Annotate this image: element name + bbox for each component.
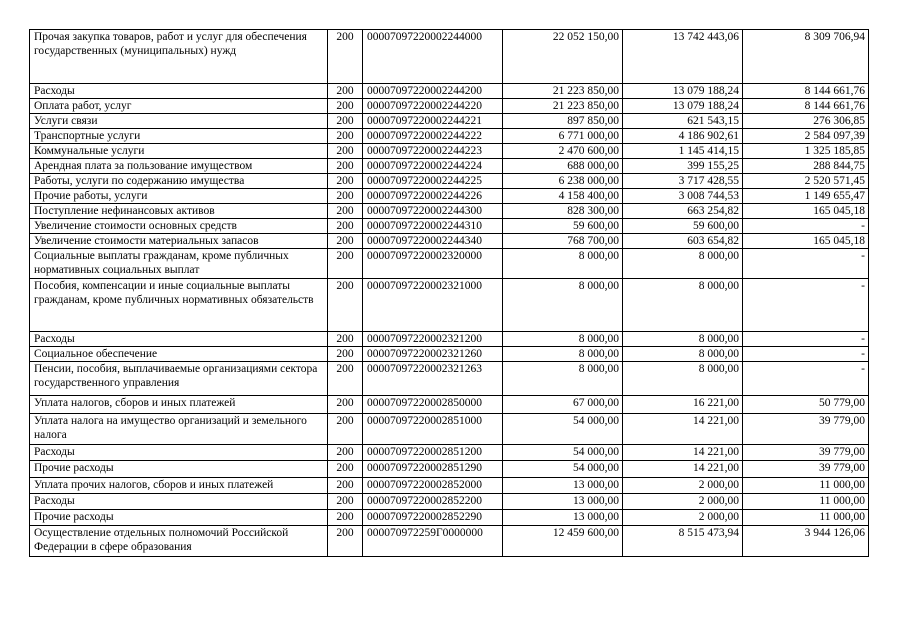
- row-unexecuted: 8 144 661,76: [743, 99, 869, 114]
- row-name: Работы, услуги по содержанию имущества: [30, 174, 328, 189]
- table-row: [30, 129, 869, 144]
- row-approved: 54 000,00: [503, 461, 623, 478]
- row-kbk: 00007097220002244224: [363, 159, 503, 174]
- row-executed: 8 000,00: [623, 332, 743, 347]
- row-approved: 21 223 850,00: [503, 84, 623, 99]
- row-kbk: 00007097220002244221: [363, 114, 503, 129]
- row-name: Прочие расходы: [30, 510, 328, 526]
- row-unexecuted: 8 309 706,94: [743, 30, 869, 84]
- row-executed: 4 186 902,61: [623, 129, 743, 144]
- row-code: 200: [328, 129, 363, 144]
- row-approved: 6 771 000,00: [503, 129, 623, 144]
- row-code: 200: [328, 114, 363, 129]
- row-code: 200: [328, 347, 363, 362]
- table-row: [30, 249, 869, 279]
- row-code: 200: [328, 362, 363, 396]
- table-row: [30, 219, 869, 234]
- row-executed: 2 000,00: [623, 494, 743, 510]
- row-kbk: 00007097220002244310: [363, 219, 503, 234]
- expense-table: [29, 29, 869, 557]
- row-unexecuted: 288 844,75: [743, 159, 869, 174]
- row-kbk: 00007097220002244340: [363, 234, 503, 249]
- row-code: 200: [328, 396, 363, 414]
- row-name: Прочие работы, услуги: [30, 189, 328, 204]
- row-name: Прочие расходы: [30, 461, 328, 478]
- row-approved: 8 000,00: [503, 347, 623, 362]
- row-unexecuted: -: [743, 279, 869, 332]
- table-row: [30, 174, 869, 189]
- row-code: 200: [328, 494, 363, 510]
- row-unexecuted: 11 000,00: [743, 510, 869, 526]
- row-name: Уплата налога на имущество организаций и земельного налога: [30, 414, 328, 445]
- row-unexecuted: 165 045,18: [743, 234, 869, 249]
- row-executed: 59 600,00: [623, 219, 743, 234]
- table-row: [30, 204, 869, 219]
- row-unexecuted: -: [743, 362, 869, 396]
- row-executed: 8 000,00: [623, 362, 743, 396]
- row-name: Расходы: [30, 84, 328, 99]
- table-row: [30, 114, 869, 129]
- table-row: [30, 332, 869, 347]
- row-approved: 8 000,00: [503, 249, 623, 279]
- row-code: 200: [328, 414, 363, 445]
- row-code: 200: [328, 526, 363, 557]
- table-row: [30, 347, 869, 362]
- row-executed: 2 000,00: [623, 478, 743, 494]
- row-kbk: 00007097220002244225: [363, 174, 503, 189]
- row-kbk: 00007097220002852200: [363, 494, 503, 510]
- row-executed: 13 079 188,24: [623, 84, 743, 99]
- row-executed: 13 079 188,24: [623, 99, 743, 114]
- table-row: [30, 510, 869, 526]
- row-unexecuted: 1 149 655,47: [743, 189, 869, 204]
- row-unexecuted: 1 325 185,85: [743, 144, 869, 159]
- row-kbk: 00007097220002321260: [363, 347, 503, 362]
- row-approved: 22 052 150,00: [503, 30, 623, 84]
- row-unexecuted: 165 045,18: [743, 204, 869, 219]
- row-unexecuted: -: [743, 332, 869, 347]
- row-approved: 13 000,00: [503, 478, 623, 494]
- table-row: [30, 30, 869, 84]
- row-code: 200: [328, 30, 363, 84]
- row-name: Услуги связи: [30, 114, 328, 129]
- row-kbk: 00007097220002851200: [363, 445, 503, 461]
- row-executed: 399 155,25: [623, 159, 743, 174]
- row-kbk: 00007097220002321000: [363, 279, 503, 332]
- row-kbk: 000070972259Г0000000: [363, 526, 503, 557]
- row-unexecuted: -: [743, 347, 869, 362]
- row-name: Арендная плата за пользование имуществом: [30, 159, 328, 174]
- table-row: [30, 396, 869, 414]
- row-kbk: 00007097220002851290: [363, 461, 503, 478]
- table-row: [30, 159, 869, 174]
- row-executed: 8 000,00: [623, 347, 743, 362]
- row-approved: 67 000,00: [503, 396, 623, 414]
- row-executed: 13 742 443,06: [623, 30, 743, 84]
- row-approved: 59 600,00: [503, 219, 623, 234]
- row-code: 200: [328, 144, 363, 159]
- row-executed: 2 000,00: [623, 510, 743, 526]
- row-kbk: 00007097220002852000: [363, 478, 503, 494]
- row-code: 200: [328, 279, 363, 332]
- row-name: Уплата налогов, сборов и иных платежей: [30, 396, 328, 414]
- row-executed: 603 654,82: [623, 234, 743, 249]
- row-code: 200: [328, 234, 363, 249]
- row-name: Расходы: [30, 332, 328, 347]
- row-name: Расходы: [30, 445, 328, 461]
- row-kbk: 00007097220002244226: [363, 189, 503, 204]
- row-kbk: 00007097220002320000: [363, 249, 503, 279]
- table-row: [30, 362, 869, 396]
- row-approved: 13 000,00: [503, 510, 623, 526]
- table-row: [30, 461, 869, 478]
- table-row: [30, 279, 869, 332]
- row-name: Транспортные услуги: [30, 129, 328, 144]
- row-kbk: 00007097220002244200: [363, 84, 503, 99]
- row-name: Увеличение стоимости материальных запасов: [30, 234, 328, 249]
- row-approved: 768 700,00: [503, 234, 623, 249]
- row-executed: 14 221,00: [623, 414, 743, 445]
- row-unexecuted: -: [743, 249, 869, 279]
- row-executed: 1 145 414,15: [623, 144, 743, 159]
- row-code: 200: [328, 189, 363, 204]
- row-unexecuted: 276 306,85: [743, 114, 869, 129]
- row-approved: 2 470 600,00: [503, 144, 623, 159]
- row-name: Осуществление отдельных полномочий Российской Федерации в сфере образования: [30, 526, 328, 557]
- row-unexecuted: 39 779,00: [743, 461, 869, 478]
- row-code: 200: [328, 445, 363, 461]
- row-name: Коммунальные услуги: [30, 144, 328, 159]
- row-kbk: 00007097220002321263: [363, 362, 503, 396]
- row-approved: 54 000,00: [503, 445, 623, 461]
- row-approved: 688 000,00: [503, 159, 623, 174]
- row-unexecuted: 39 779,00: [743, 445, 869, 461]
- row-kbk: 00007097220002852290: [363, 510, 503, 526]
- row-name: Социальное обеспечение: [30, 347, 328, 362]
- row-code: 200: [328, 204, 363, 219]
- row-unexecuted: 8 144 661,76: [743, 84, 869, 99]
- row-executed: 8 000,00: [623, 279, 743, 332]
- table-row: [30, 234, 869, 249]
- row-name: Увеличение стоимости основных средств: [30, 219, 328, 234]
- row-unexecuted: 3 944 126,06: [743, 526, 869, 557]
- row-approved: 8 000,00: [503, 279, 623, 332]
- row-executed: 621 543,15: [623, 114, 743, 129]
- row-name: Пособия, компенсации и иные социальные выплаты гражданам, кроме публичных нормативных обязательств: [30, 279, 328, 332]
- row-kbk: 00007097220002244222: [363, 129, 503, 144]
- row-executed: 8 515 473,94: [623, 526, 743, 557]
- row-name: Поступление нефинансовых активов: [30, 204, 328, 219]
- row-code: 200: [328, 461, 363, 478]
- row-kbk: 00007097220002851000: [363, 414, 503, 445]
- row-code: 200: [328, 174, 363, 189]
- row-kbk: 00007097220002244220: [363, 99, 503, 114]
- row-name: Оплата работ, услуг: [30, 99, 328, 114]
- row-approved: 12 459 600,00: [503, 526, 623, 557]
- row-name: Уплата прочих налогов, сборов и иных платежей: [30, 478, 328, 494]
- row-executed: 14 221,00: [623, 445, 743, 461]
- row-kbk: 00007097220002244300: [363, 204, 503, 219]
- row-name: Пенсии, пособия, выплачиваемые организациями сектора государственного управления: [30, 362, 328, 396]
- row-name: Социальные выплаты гражданам, кроме публичных нормативных социальных выплат: [30, 249, 328, 279]
- row-code: 200: [328, 84, 363, 99]
- table-row: [30, 494, 869, 510]
- row-approved: 8 000,00: [503, 362, 623, 396]
- row-approved: 54 000,00: [503, 414, 623, 445]
- row-unexecuted: -: [743, 219, 869, 234]
- row-kbk: 00007097220002244000: [363, 30, 503, 84]
- table-row: [30, 478, 869, 494]
- row-unexecuted: 2 584 097,39: [743, 129, 869, 144]
- row-kbk: 00007097220002244223: [363, 144, 503, 159]
- row-code: 200: [328, 332, 363, 347]
- table-row: [30, 414, 869, 445]
- row-kbk: 00007097220002850000: [363, 396, 503, 414]
- table-row: [30, 445, 869, 461]
- row-executed: 3 008 744,53: [623, 189, 743, 204]
- row-approved: 8 000,00: [503, 332, 623, 347]
- row-code: 200: [328, 159, 363, 174]
- expense-report-page: [29, 29, 869, 557]
- row-name: Прочая закупка товаров, работ и услуг для обеспечения государственных (муниципальных) нужд: [30, 30, 328, 84]
- row-unexecuted: 39 779,00: [743, 414, 869, 445]
- row-code: 200: [328, 219, 363, 234]
- row-unexecuted: 11 000,00: [743, 494, 869, 510]
- row-unexecuted: 11 000,00: [743, 478, 869, 494]
- table-row: [30, 99, 869, 114]
- table-row: [30, 144, 869, 159]
- row-approved: 4 158 400,00: [503, 189, 623, 204]
- row-approved: 21 223 850,00: [503, 99, 623, 114]
- row-kbk: 00007097220002321200: [363, 332, 503, 347]
- row-approved: 13 000,00: [503, 494, 623, 510]
- row-code: 200: [328, 249, 363, 279]
- row-executed: 16 221,00: [623, 396, 743, 414]
- row-approved: 828 300,00: [503, 204, 623, 219]
- row-executed: 663 254,82: [623, 204, 743, 219]
- row-unexecuted: 50 779,00: [743, 396, 869, 414]
- row-executed: 3 717 428,55: [623, 174, 743, 189]
- row-code: 200: [328, 478, 363, 494]
- row-name: Расходы: [30, 494, 328, 510]
- row-executed: 8 000,00: [623, 249, 743, 279]
- table-row: [30, 526, 869, 557]
- row-unexecuted: 2 520 571,45: [743, 174, 869, 189]
- row-executed: 14 221,00: [623, 461, 743, 478]
- table-row: [30, 189, 869, 204]
- row-code: 200: [328, 510, 363, 526]
- row-approved: 897 850,00: [503, 114, 623, 129]
- expense-table-body: [30, 30, 869, 557]
- row-code: 200: [328, 99, 363, 114]
- table-row: [30, 84, 869, 99]
- row-approved: 6 238 000,00: [503, 174, 623, 189]
